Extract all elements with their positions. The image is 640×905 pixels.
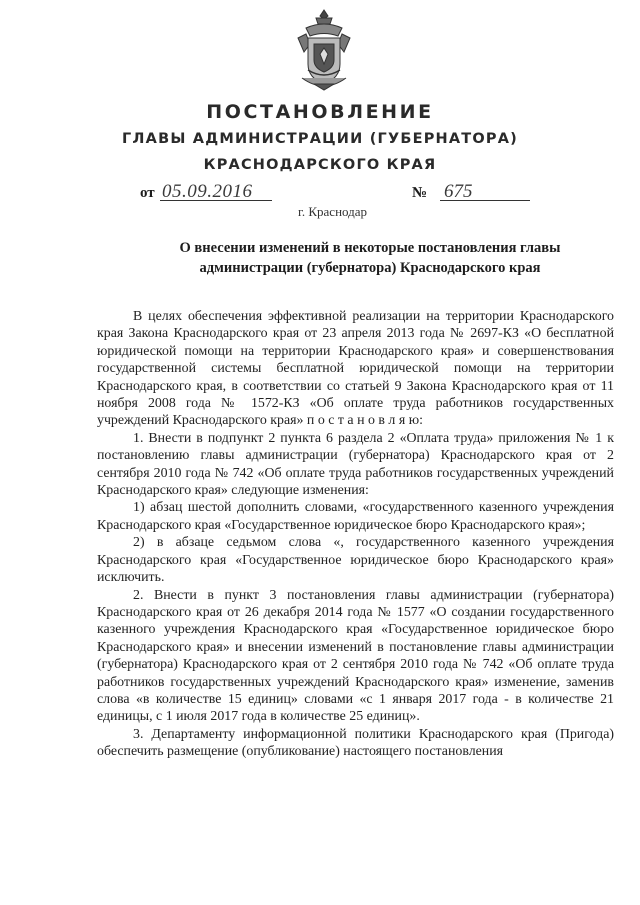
paragraph: 2. Внести в пункт 3 постановления главы администрации (губернатора) Краснодарского края от 26 декабря 2014 года № 1577 «О создании государственного казенного учреждения Краснодарского края «Государственное юридическое бюро Краснодарского края» и внесении изменений в постановление главы администрации (губернатора) Краснодарского края от 2 сентября 2010 года № 742 «Об оплате труда работников государственных учреждений Краснодарского края» изменение, заменив слова «в количестве 15 единиц» словами «с 1 января 2017 года - в количестве 21 единицы, с 1 июля 2017 года в количестве 25 единиц». xyxy=(97,587,614,725)
date-label: от xyxy=(140,185,155,201)
number-value: 675 xyxy=(444,181,473,202)
issuer-title: ГЛАВЫ АДМИНИСТРАЦИИ (ГУБЕРНАТОРА) xyxy=(121,131,519,147)
city-name: г. Краснодар xyxy=(298,204,368,219)
document-body xyxy=(97,308,614,761)
region-title: КРАСНОДАРСКОГО КРАЯ xyxy=(203,157,437,173)
coat-of-arms-icon xyxy=(294,8,354,92)
date-value: 05.09.2016 xyxy=(162,181,253,202)
paragraph: 1. Внести в подпункт 2 пункта 6 раздела 2 «Оплата труда» приложения № 1 к постановлению главы администрации (губернатора) Краснодарского края от 2 сентября 2010 года № 742 «Об оплате труда работников государственных учреждений Краснодарского края» следующие изменения: xyxy=(97,430,614,499)
document-type: ПОСТАНОВЛЕНИЕ xyxy=(206,101,434,123)
paragraph: В целях обеспечения эффективной реализации на территории Краснодарского края Закона Краснодарского края от 23 апреля 2013 года № 2697-КЗ «О бесплатной юридической помощи на территории Краснодарского края» и совершенствования государственной системы бесплатной юридической помощи на территории Краснодарского края, в соответствии со статьей 9 Закона Краснодарского края от 11 ноября 2008 года № 1572-КЗ «Об оплате труда работников государственных учреждений Краснодарского края» п о с т а н о в л я ю: xyxy=(97,309,614,429)
number-label: № xyxy=(412,185,428,201)
paragraph: 1) абзац шестой дополнить словами, «государственного казенного учреждения Краснодарского края «Государственное юридическое бюро Краснодарского края»; xyxy=(97,500,614,533)
paragraph: 2) в абзаце седьмом слова «, государственного казенного учреждения Краснодарского края «Государственное юридическое бюро Краснодарского края» исключить. xyxy=(97,535,614,586)
document-subject: О внесении изменений в некоторые постановления главы администрации (губернатора) Краснодарского края xyxy=(179,240,561,276)
paragraph: 3. Департаменту информационной политики Краснодарского края (Пригода) обеспечить размещение (опубликование) настоящего постановления xyxy=(97,726,614,760)
